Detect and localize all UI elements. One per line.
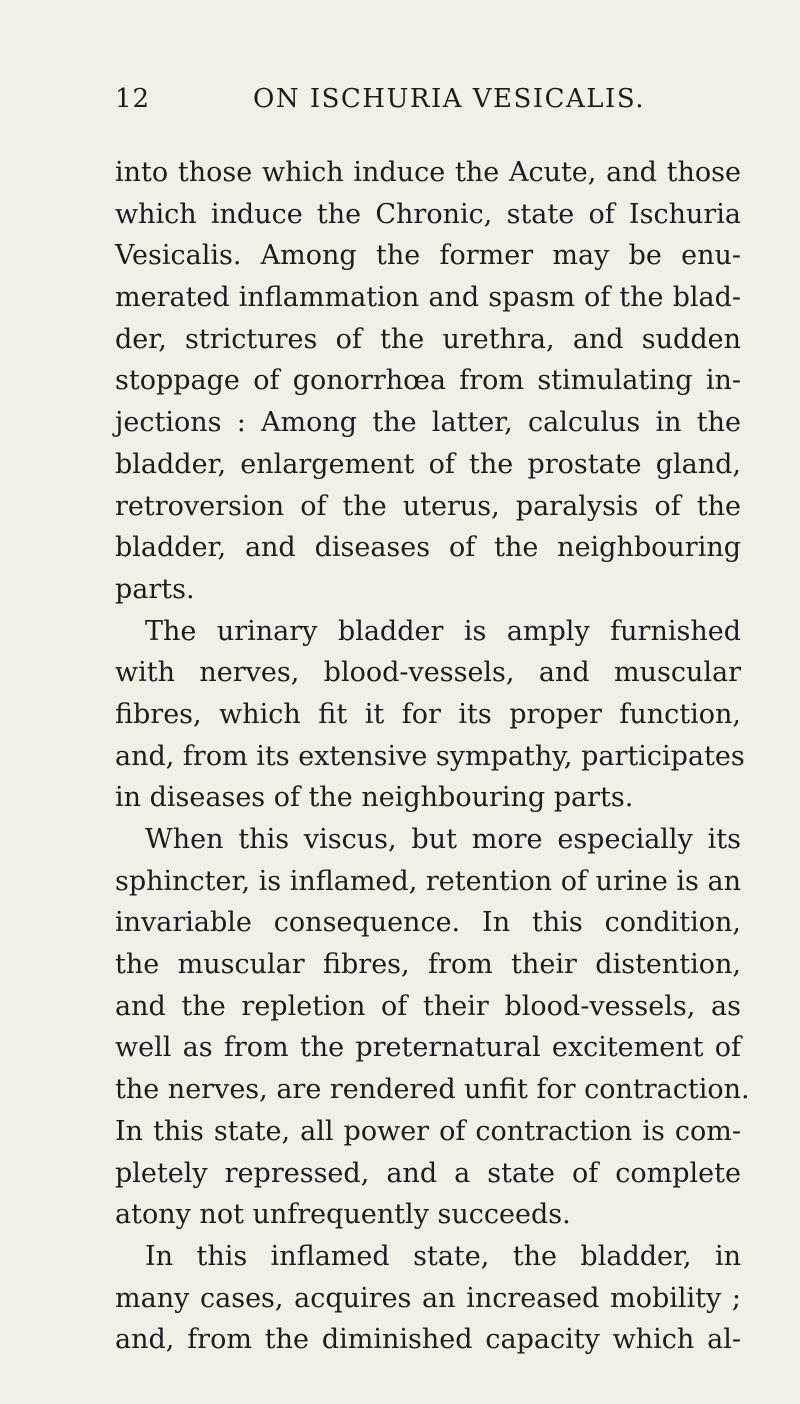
text-line: invariable consequence. In this condition,	[115, 907, 741, 939]
paragraph-start: In this inflamed state, the bladder, in	[145, 1240, 741, 1272]
text-line: fibres, which fit it for its proper function,	[115, 698, 741, 730]
text-line: jections : Among the latter, calculus in the	[115, 407, 741, 439]
paragraph-start: The urinary bladder is amply furnished	[145, 615, 741, 647]
text-line: bladder, and diseases of the neighbouring	[115, 532, 741, 564]
text-line: and, from its extensive sympathy, participates	[115, 740, 745, 772]
text-line: stoppage of gonorrhœa from stimulating in-	[115, 365, 741, 397]
running-head	[115, 84, 715, 124]
text-line: retroversion of the uterus, paralysis of the	[115, 490, 741, 522]
text-line: bladder, enlargement of the prostate gland,	[115, 448, 741, 480]
text-line: sphincter, is inflamed, retention of urine is an	[115, 865, 741, 897]
text-line: der, strictures of the urethra, and sudden	[115, 323, 741, 355]
text-line: atony not unfrequently succeeds.	[115, 1199, 571, 1231]
text-line: merated inflammation and spasm of the blad-	[115, 282, 741, 314]
text-line: In this state, all power of contraction is com-	[115, 1115, 741, 1147]
text-line: and the repletion of their blood-vessels, as	[115, 990, 741, 1022]
text-line: into those which induce the Acute, and those	[115, 157, 741, 188]
text-line: well as from the preternatural excitement of	[115, 1032, 741, 1064]
text-line: with nerves, blood-vessels, and muscular	[115, 657, 741, 689]
body-text	[115, 152, 750, 1361]
text-line: many cases, acquires an increased mobility ;	[115, 1282, 741, 1314]
text-line: Vesicalis. Among the former may be enu-	[115, 240, 741, 272]
text-line: parts.	[115, 573, 195, 605]
running-title: ON ISCHURIA VESICALIS.	[253, 84, 645, 114]
paragraph-start: When this viscus, but more especially its	[145, 824, 741, 855]
text-line: pletely repressed, and a state of complete	[115, 1157, 741, 1189]
page-number: 12	[115, 84, 151, 114]
text-line: and, from the diminished capacity which al-	[115, 1324, 741, 1356]
text-line: which induce the Chronic, state of Ischuria	[115, 198, 741, 230]
text-line: the muscular fibres, from their distention,	[115, 949, 741, 981]
text-line: in diseases of the neighbouring parts.	[115, 782, 634, 814]
text-line: the nerves, are rendered unfit for contraction.	[115, 1074, 750, 1106]
